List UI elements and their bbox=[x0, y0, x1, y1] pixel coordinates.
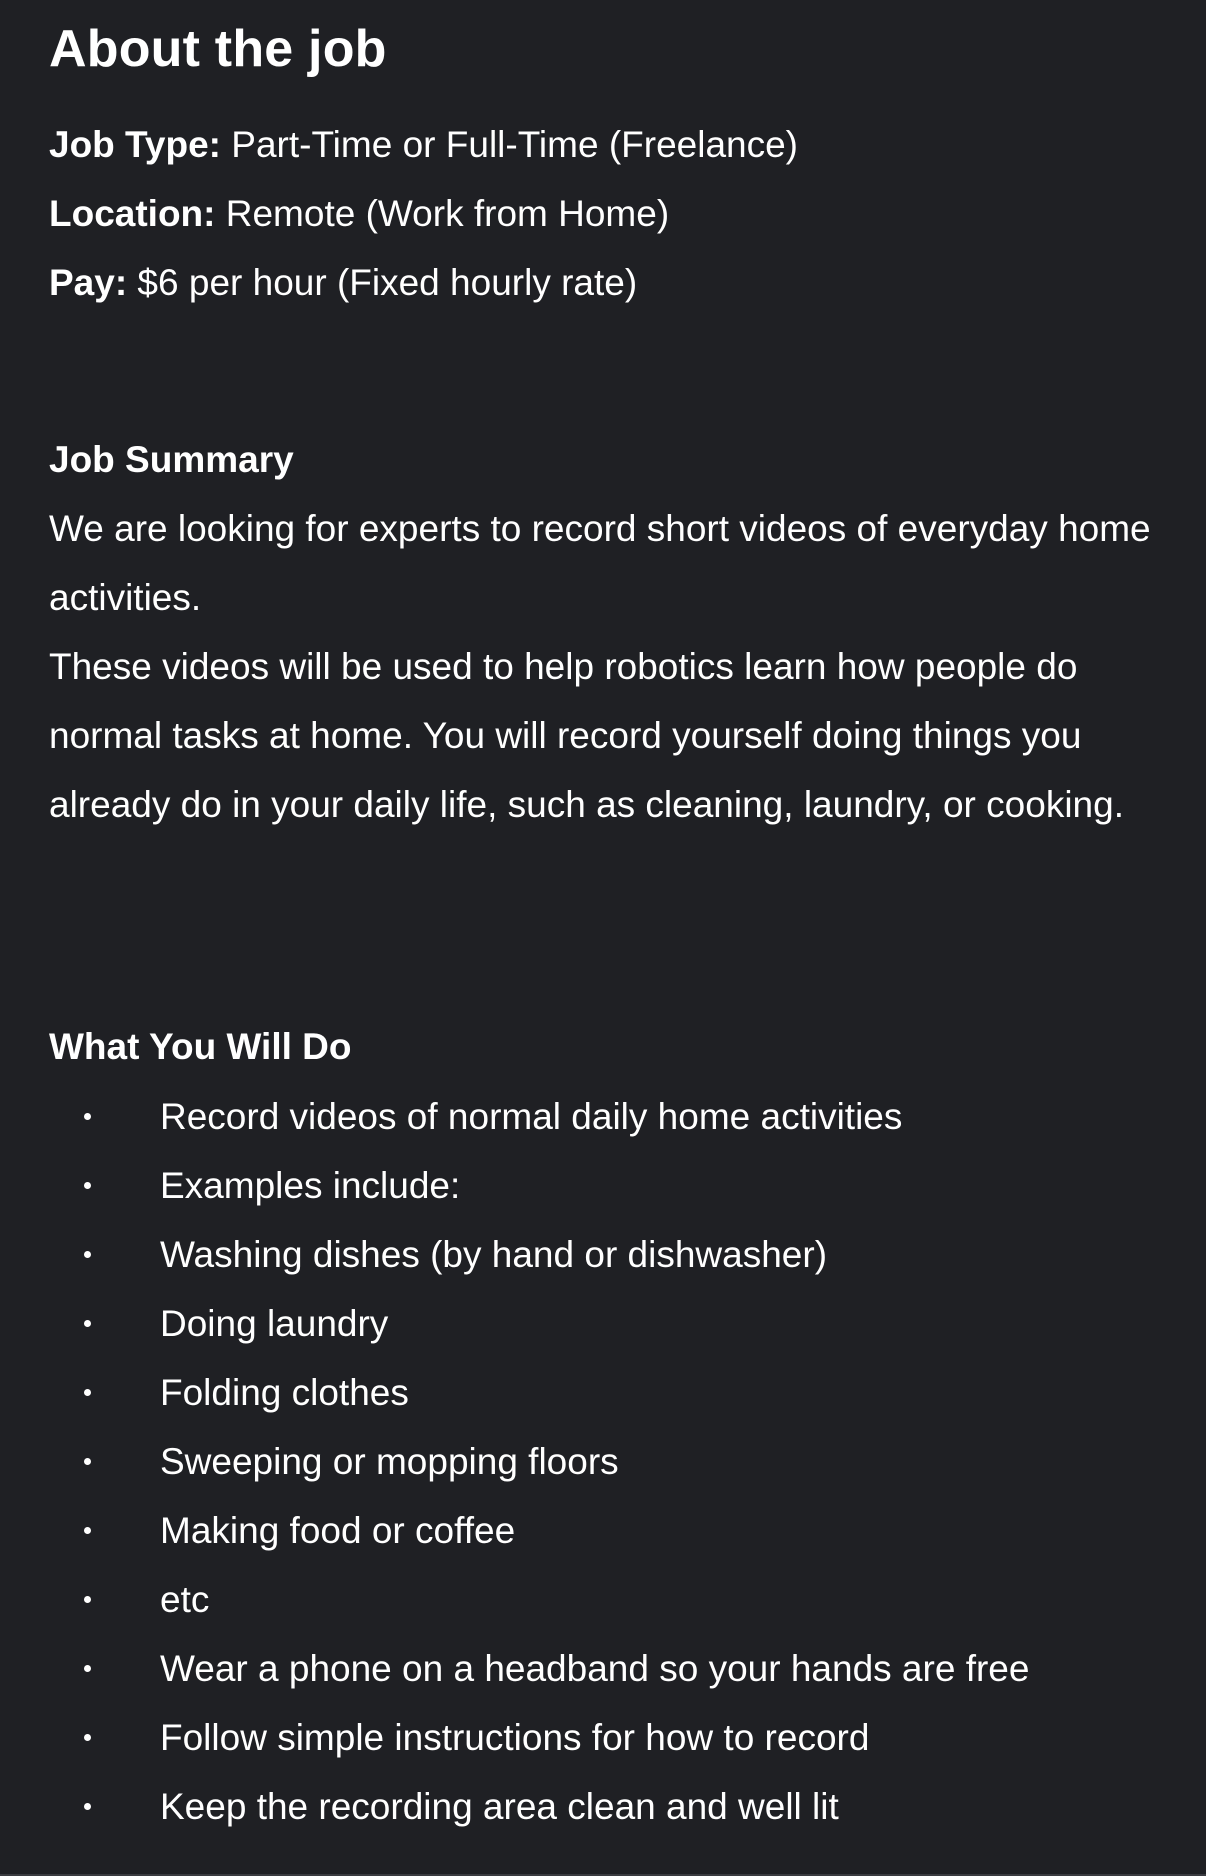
list-item-text: Doing laundry bbox=[160, 1303, 389, 1344]
list-item bbox=[0, 1358, 1206, 1427]
list-item-text: Sweeping or mopping floors bbox=[160, 1441, 619, 1482]
bullet-icon bbox=[84, 1389, 91, 1396]
list-item-text: Folding clothes bbox=[160, 1372, 409, 1413]
bullet-icon bbox=[84, 1596, 91, 1603]
job-type-row bbox=[49, 110, 1149, 179]
list-item bbox=[0, 1496, 1206, 1565]
list-item bbox=[0, 1427, 1206, 1496]
list-item bbox=[0, 1634, 1206, 1703]
location-row bbox=[49, 179, 1149, 248]
job-type-label: Job Type: bbox=[49, 124, 221, 165]
list-item-text: Making food or coffee bbox=[160, 1510, 516, 1551]
list-item-text: Keep the recording area clean and well lit bbox=[160, 1786, 839, 1827]
list-item bbox=[0, 1772, 1206, 1841]
list-item bbox=[0, 1565, 1206, 1634]
page-title: About the job bbox=[49, 20, 387, 78]
list-item-text: Follow simple instructions for how to record bbox=[160, 1717, 870, 1758]
job-type-value: Part-Time or Full-Time (Freelance) bbox=[221, 124, 799, 165]
location-label: Location: bbox=[49, 193, 216, 234]
summary-paragraph: We are looking for experts to record short videos of everyday home activities. bbox=[49, 508, 1151, 618]
job-facts bbox=[49, 110, 1149, 317]
list-item-text: Examples include: bbox=[160, 1165, 461, 1206]
task-list bbox=[0, 1082, 1206, 1841]
list-item-text: Washing dishes (by hand or dishwasher) bbox=[160, 1234, 828, 1275]
list-item bbox=[0, 1082, 1206, 1151]
list-item bbox=[0, 1151, 1206, 1220]
summary-paragraph: These videos will be used to help robotics learn how people do normal tasks at home. You will record yourself doing things you already do in your daily life, such as cleaning, laundry, or cooking. bbox=[49, 646, 1124, 825]
bullet-icon bbox=[84, 1458, 91, 1465]
bullet-icon bbox=[84, 1113, 91, 1120]
bullet-icon bbox=[84, 1527, 91, 1534]
job-summary-text bbox=[49, 494, 1169, 839]
bullet-icon bbox=[84, 1734, 91, 1741]
pay-value: $6 per hour (Fixed hourly rate) bbox=[127, 262, 638, 303]
list-item-text: Wear a phone on a headband so your hands are free bbox=[160, 1648, 1030, 1689]
pay-label: Pay: bbox=[49, 262, 128, 303]
bullet-icon bbox=[84, 1320, 91, 1327]
bullet-icon bbox=[84, 1665, 91, 1672]
list-item-text: Record videos of normal daily home activities bbox=[160, 1096, 903, 1137]
location-value: Remote (Work from Home) bbox=[215, 193, 670, 234]
list-item bbox=[0, 1703, 1206, 1772]
list-item-text: etc bbox=[160, 1579, 210, 1620]
pay-row bbox=[49, 248, 1149, 317]
bullet-icon bbox=[84, 1803, 91, 1810]
job-summary-heading: Job Summary bbox=[49, 439, 294, 480]
bullet-icon bbox=[84, 1182, 91, 1189]
list-item bbox=[0, 1220, 1206, 1289]
what-you-will-do-heading: What You Will Do bbox=[49, 1026, 352, 1067]
bullet-icon bbox=[84, 1251, 91, 1258]
list-item bbox=[0, 1289, 1206, 1358]
